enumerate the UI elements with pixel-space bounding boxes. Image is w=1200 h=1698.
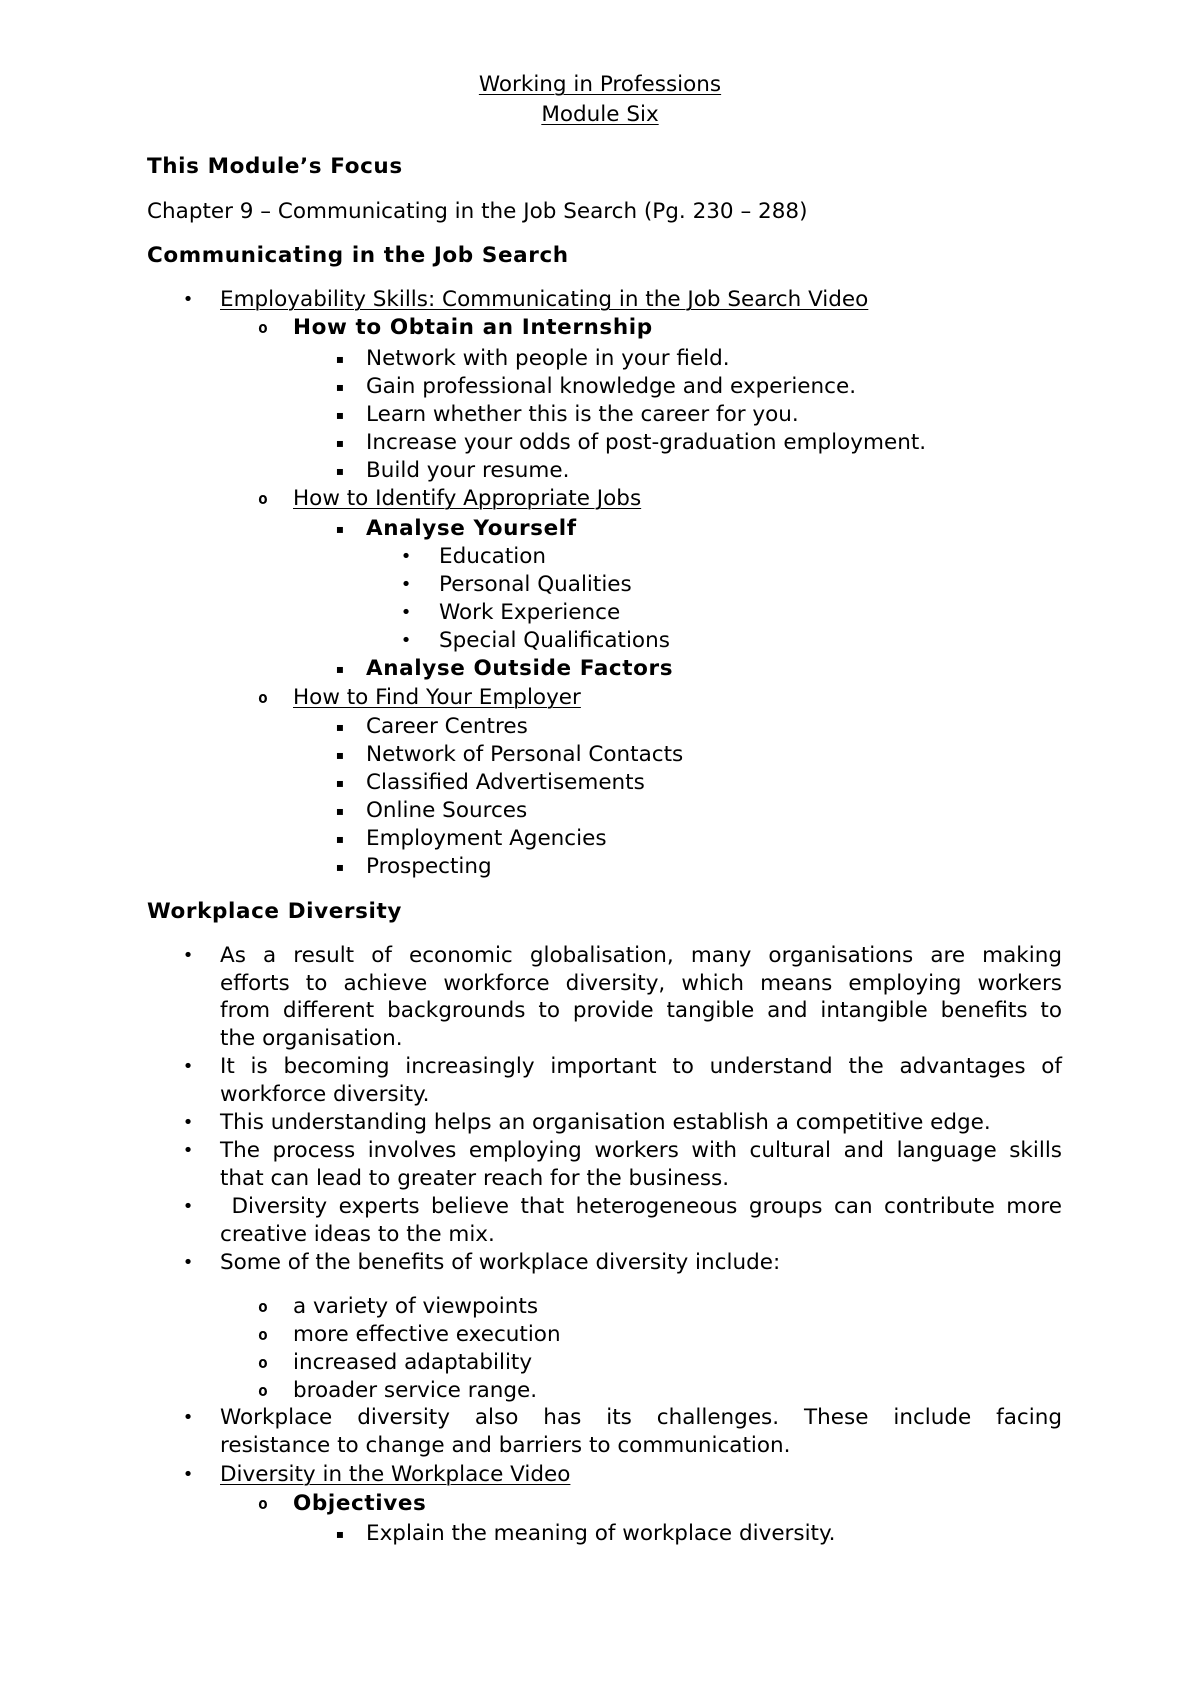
paragraph-line: that can lead to greater reach for the business. [220,1165,730,1191]
title-line-1: Working in Professions [478,72,722,97]
internship-item: Build your resume. [366,458,570,483]
square-bullet-icon: ▪ [335,832,345,846]
identify-jobs-heading: How to Identify Appropriate Jobs [293,486,642,511]
square-bullet-icon: ▪ [335,522,345,536]
bullet-icon: • [400,602,412,623]
employer-item: Career Centres [366,714,528,739]
bullet-icon: • [182,1252,194,1273]
bullet-icon: • [182,1056,194,1077]
focus-heading: This Module’s Focus [147,154,403,179]
analyse-yourself-item: Education [439,544,547,569]
benefit-item: more effective execution [293,1322,561,1347]
circle-bullet-icon: o [258,1325,268,1344]
document-title [0,70,1200,130]
square-bullet-icon: ▪ [335,720,345,734]
internship-item: Increase your odds of post-graduation employment. [366,430,927,455]
bullet-icon: • [400,630,412,651]
bullet-icon: • [182,1196,194,1217]
square-bullet-icon: ▪ [335,352,345,366]
employer-item: Online Sources [366,798,528,823]
paragraph-line: The process involves employing workers with cultural and language skills [220,1138,1062,1163]
bullet-icon: • [182,1464,194,1485]
square-bullet-icon: ▪ [335,662,345,676]
diversity-video-link[interactable]: Diversity in the Workplace Video [220,1462,571,1487]
bullet-icon: • [182,289,194,310]
square-bullet-icon: ▪ [335,776,345,790]
diversity-paragraph-3 [220,1109,1062,1137]
internship-item: Network with people in your field. [366,346,730,371]
section-heading-job-search: Communicating in the Job Search [147,243,569,268]
title-line-2: Module Six [541,102,659,127]
circle-bullet-icon: o [258,1353,268,1372]
job-search-video-link[interactable]: Employability Skills: Communicating in the Job Search Video [220,287,869,312]
paragraph-line: from different backgrounds to provide tangible and intangible benefits to [220,998,1062,1024]
paragraph-line: Diversity experts believe that heterogeneous groups can contribute more [220,1194,1062,1219]
circle-bullet-icon: o [258,489,268,508]
diversity-paragraph-6 [220,1249,1062,1277]
analyse-outside-heading: Analyse Outside Factors [366,656,674,681]
paragraph-line: This understanding helps an organisation establish a competitive edge. [220,1110,991,1135]
square-bullet-icon: ▪ [335,408,345,422]
bullet-icon: • [182,1112,194,1133]
employer-item: Network of Personal Contacts [366,742,684,767]
circle-bullet-icon: o [258,318,268,337]
square-bullet-icon: ▪ [335,860,345,874]
bullet-icon: • [182,1407,194,1428]
section-heading-diversity: Workplace Diversity [147,899,402,924]
circle-bullet-icon: o [258,1381,268,1400]
chapter-reference: Chapter 9 – Communicating in the Job Search (Pg. 230 – 288) [147,199,808,224]
paragraph-line: efforts to achieve workforce diversity, which means employing workers [220,970,1062,996]
square-bullet-icon: ▪ [335,748,345,762]
analyse-yourself-item: Work Experience [439,600,621,625]
internship-item: Gain professional knowledge and experience. [366,374,857,399]
paragraph-line: Some of the benefits of workplace diversity include: [220,1250,781,1275]
circle-bullet-icon: o [258,1494,268,1513]
find-employer-heading: How to Find Your Employer [293,685,581,710]
diversity-paragraph-7 [220,1404,1062,1459]
diversity-paragraph-5 [220,1193,1062,1248]
bullet-icon: • [182,945,194,966]
benefit-item: increased adaptability [293,1350,533,1375]
employer-item: Employment Agencies [366,826,607,851]
employer-item: Classified Advertisements [366,770,645,795]
paragraph-line: workforce diversity. [220,1081,430,1107]
circle-bullet-icon: o [258,1297,268,1316]
circle-bullet-icon: o [258,688,268,707]
paragraph-line: creative ideas to the mix. [220,1221,495,1247]
bullet-icon: • [182,1140,194,1161]
analyse-yourself-item: Personal Qualities [439,572,632,597]
diversity-paragraph-4 [220,1137,1062,1192]
square-bullet-icon: ▪ [335,1527,345,1541]
paragraph-line: It is becoming increasingly important to understand the advantages of [220,1054,1062,1079]
square-bullet-icon: ▪ [335,436,345,450]
analyse-yourself-item: Special Qualifications [439,628,670,653]
paragraph-line: Workplace diversity also has its challenges. These include facing [220,1405,1062,1430]
internship-item: Learn whether this is the career for you. [366,402,799,427]
paragraph-line: As a result of economic globalisation, many organisations are making [220,943,1062,968]
internship-heading: How to Obtain an Internship [293,315,653,340]
square-bullet-icon: ▪ [335,464,345,478]
employer-item: Prospecting [366,854,492,879]
objective-item: Explain the meaning of workplace diversity. [366,1521,836,1546]
diversity-paragraph-1 [220,942,1062,1053]
square-bullet-icon: ▪ [335,380,345,394]
diversity-paragraph-2 [220,1053,1062,1108]
objectives-heading: Objectives [293,1491,427,1516]
analyse-yourself-heading: Analyse Yourself [366,516,577,541]
paragraph-line: the organisation. [220,1026,403,1052]
benefit-item: a variety of viewpoints [293,1294,539,1319]
bullet-icon: • [400,574,412,595]
benefit-item: broader service range. [293,1378,538,1403]
square-bullet-icon: ▪ [335,804,345,818]
bullet-icon: • [400,546,412,567]
paragraph-line: resistance to change and barriers to communication. [220,1432,791,1458]
